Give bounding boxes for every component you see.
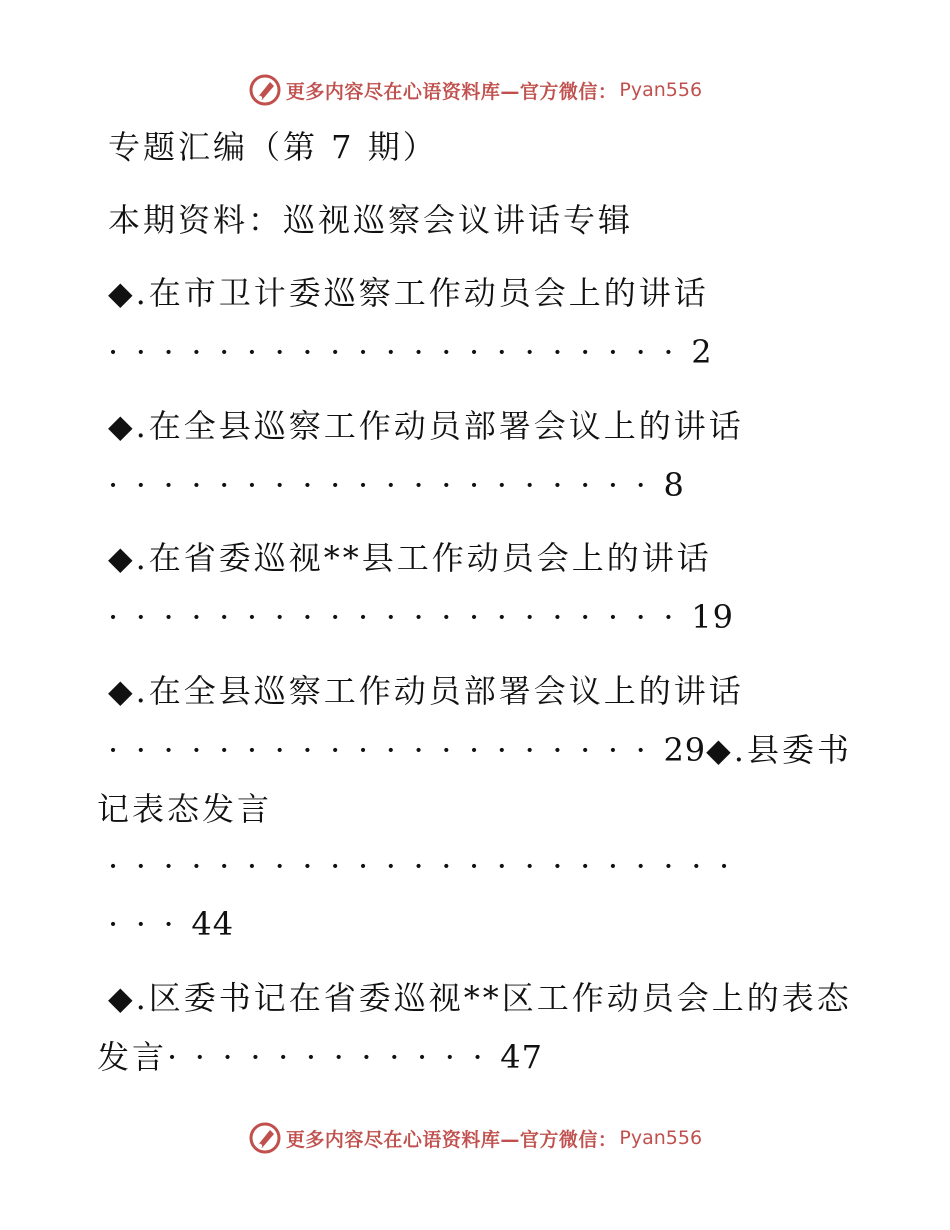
toc-leader-line [108, 465, 685, 505]
pen-logo-icon [248, 1121, 282, 1155]
toc-leader-line [108, 730, 852, 770]
document-subtitle: 本期资料：巡视巡察会议讲话专辑 [108, 201, 634, 239]
watermark-banner-bottom [0, 1118, 950, 1158]
toc-dot-leader: ····················· [108, 598, 692, 636]
watermark-text: 更多内容尽在心语资料库—官方微信： [285, 1128, 618, 1151]
toc-dot-leader: ···················· [108, 731, 664, 769]
toc-dot-leader: ······················· [108, 847, 747, 885]
watermark-text: 更多内容尽在心语资料库—官方微信： [285, 80, 618, 103]
watermark-banner-top [0, 70, 950, 110]
toc-page-number: 44 [191, 905, 235, 943]
watermark-wechat-id: Pyan556 [619, 1127, 703, 1149]
toc-entry-title: ◆.区委书记在省委巡视**区工作动员会上的表态 [108, 979, 852, 1017]
watermark-wechat-id: Pyan556 [619, 79, 703, 101]
toc-leader-line [108, 904, 234, 944]
toc-dot-leader: ············ [167, 1038, 501, 1076]
toc-leader-line [108, 846, 747, 886]
toc-entry-title: ◆.在全县巡察工作动员部署会议上的讲话 [108, 672, 744, 710]
document-title: 专题汇编（第 7 期） [108, 128, 438, 166]
toc-leader-line [97, 1037, 543, 1077]
toc-entry-title: ◆.在省委巡视**县工作动员会上的讲话 [108, 539, 712, 577]
toc-page-number: 19 [691, 598, 734, 636]
toc-leader-line [108, 597, 734, 637]
toc-page-number: 29 [663, 731, 707, 769]
toc-dot-leader: ···················· [108, 466, 664, 504]
toc-dot-leader: ··· [108, 905, 192, 943]
toc-dot-leader: ····················· [108, 333, 692, 371]
toc-entry-title-continued: ◆.县委书 [706, 731, 852, 769]
toc-entry-title: 记表态发言 [97, 790, 273, 828]
toc-entry-title: ◆.在全县巡察工作动员部署会议上的讲话 [108, 407, 744, 445]
toc-page-number: 47 [500, 1038, 543, 1076]
pen-logo-icon [248, 73, 282, 107]
toc-leader-line [108, 332, 713, 372]
toc-entry-title-continued: 发言 [97, 1038, 168, 1076]
toc-page-number: 8 [663, 466, 685, 504]
toc-entry-title: ◆.在市卫计委巡察工作动员会上的讲话 [108, 274, 709, 312]
toc-page-number: 2 [691, 333, 713, 371]
